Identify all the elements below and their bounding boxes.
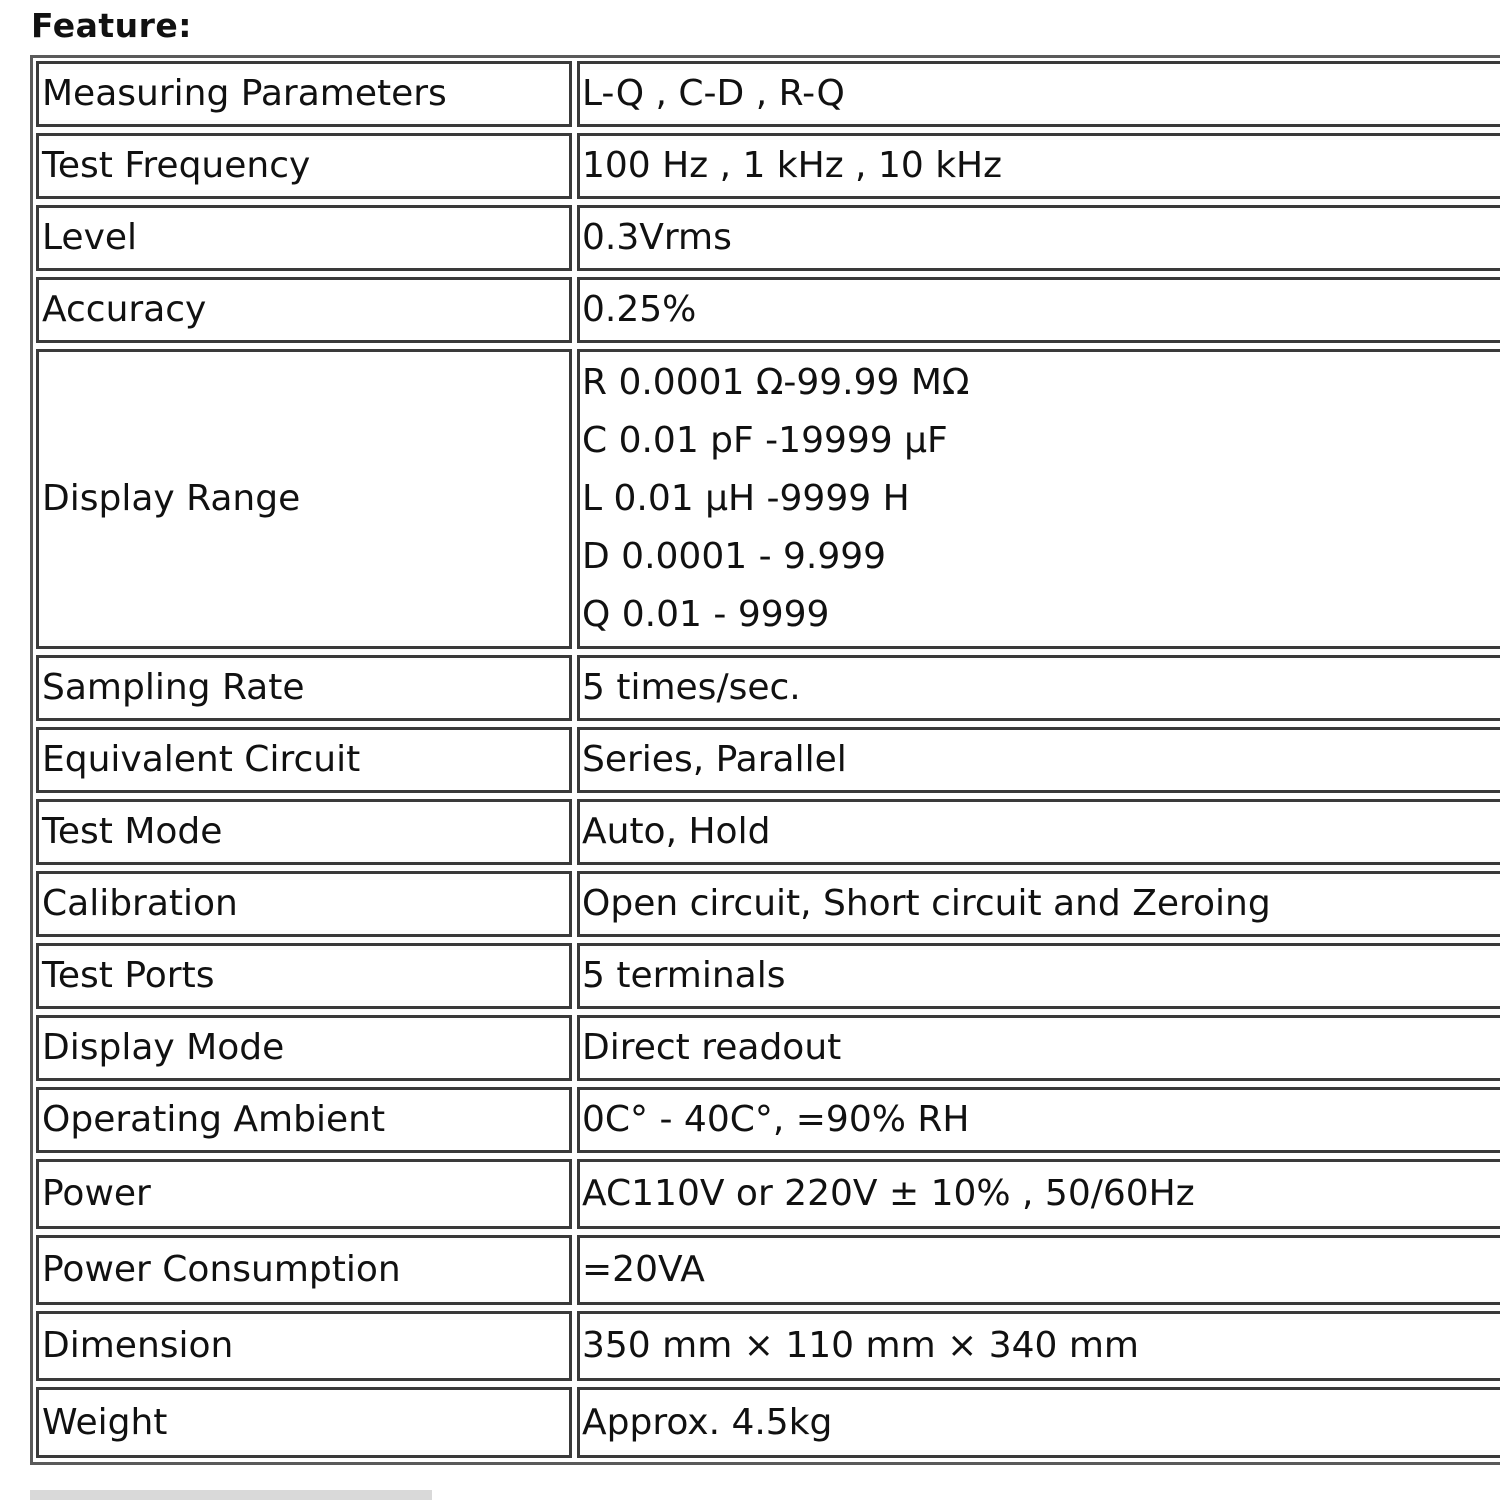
range-line: R 0.0001 Ω-99.99 MΩ	[582, 362, 970, 403]
row-value: Auto, Hold	[577, 799, 1500, 865]
row-label: Test Mode	[36, 799, 572, 865]
section-heading: Feature:	[31, 6, 192, 45]
row-value: 5 terminals	[577, 943, 1500, 1009]
table-row	[36, 1387, 1500, 1458]
row-value: Open circuit, Short circuit and Zeroing	[577, 871, 1500, 937]
table-row	[36, 1235, 1500, 1305]
row-label: Level	[36, 205, 572, 271]
table-row	[36, 277, 1500, 343]
row-label: Dimension	[36, 1311, 572, 1381]
range-line: D 0.0001 - 9.999	[582, 536, 887, 577]
table-row	[36, 655, 1500, 721]
row-label: Test Frequency	[36, 133, 572, 199]
range-line: Q 0.01 - 9999	[582, 594, 830, 635]
row-label: Test Ports	[36, 943, 572, 1009]
row-value	[577, 349, 1500, 649]
table-row	[36, 1159, 1500, 1229]
row-value: =20VA	[577, 1235, 1500, 1305]
table-row	[36, 1087, 1500, 1153]
row-label: Display Range	[36, 349, 572, 649]
row-label: Operating Ambient	[36, 1087, 572, 1153]
row-label: Power	[36, 1159, 572, 1229]
table-row	[36, 871, 1500, 937]
row-label: Power Consumption	[36, 1235, 572, 1305]
table-row	[36, 1311, 1500, 1381]
row-value: 0.3Vrms	[577, 205, 1500, 271]
table-row	[36, 349, 1500, 649]
table-row	[36, 1015, 1500, 1081]
range-line: C 0.01 pF -19999 μF	[582, 420, 948, 461]
table-row	[36, 799, 1500, 865]
row-value: L-Q , C-D , R-Q	[577, 61, 1500, 127]
table-row	[36, 205, 1500, 271]
row-value: AC110V or 220V ± 10% , 50/60Hz	[577, 1159, 1500, 1229]
table-row	[36, 133, 1500, 199]
row-value: 0C° - 40C°, =90% RH	[577, 1087, 1500, 1153]
row-label: Weight	[36, 1387, 572, 1458]
row-label: Calibration	[36, 871, 572, 937]
table-row	[36, 943, 1500, 1009]
row-value: Series, Parallel	[577, 727, 1500, 793]
row-label: Accuracy	[36, 277, 572, 343]
scrollbar-fragment[interactable]	[30, 1490, 432, 1500]
spec-table	[30, 55, 1500, 1465]
row-value: Direct readout	[577, 1015, 1500, 1081]
table-row	[36, 727, 1500, 793]
row-value: 5 times/sec.	[577, 655, 1500, 721]
row-value: 100 Hz , 1 kHz , 10 kHz	[577, 133, 1500, 199]
row-label: Equivalent Circuit	[36, 727, 572, 793]
range-line: L 0.01 μH -9999 H	[582, 478, 910, 519]
row-value: 350 mm × 110 mm × 340 mm	[577, 1311, 1500, 1381]
row-label: Measuring Parameters	[36, 61, 572, 127]
row-value: 0.25%	[577, 277, 1500, 343]
row-label: Display Mode	[36, 1015, 572, 1081]
row-value: Approx. 4.5kg	[577, 1387, 1500, 1458]
table-row	[36, 61, 1500, 127]
row-label: Sampling Rate	[36, 655, 572, 721]
